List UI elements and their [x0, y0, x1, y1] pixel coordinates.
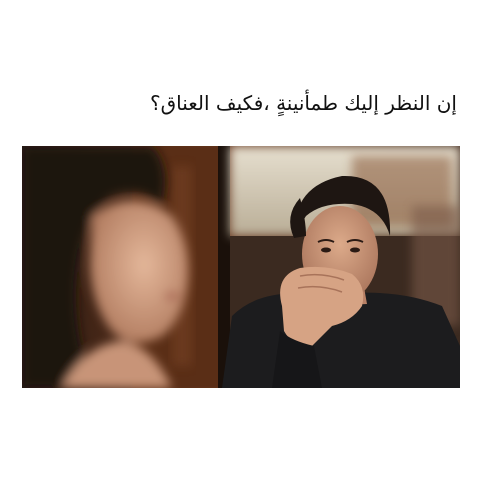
film-still-illustration: [22, 146, 460, 388]
caption-text: إن النظر إليك طمأنينةٍ ،فكيف العناق؟: [150, 91, 457, 115]
photo: [22, 146, 460, 388]
